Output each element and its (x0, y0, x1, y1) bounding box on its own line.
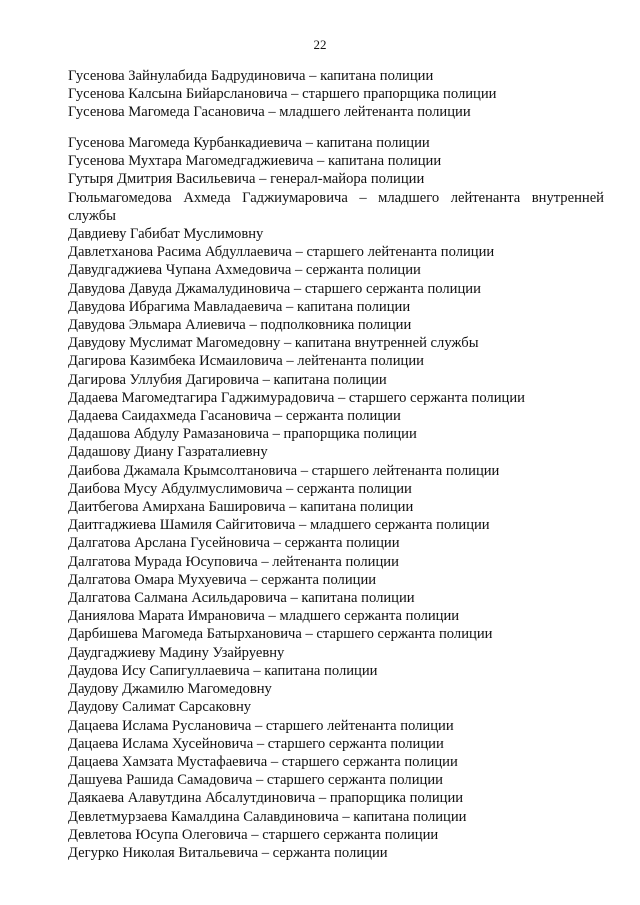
list-item: Дарбишева Магомеда Батырхановича – старшего сержанта полиции (68, 626, 493, 643)
list-item: Далгатова Омара Мухуевича – сержанта полиции (68, 571, 377, 588)
list-item: Давдиеву Габибат Муслимовну (68, 226, 264, 243)
list-item: Даудову Джамилю Магомедовну (68, 681, 272, 698)
list-item: Далгатова Арслана Гусейновича – сержанта полиции (68, 535, 400, 552)
list-item: Гусенова Калсына Бийарслановича – старшего прапорщика полиции (68, 86, 497, 103)
list-item: Гусенова Зайнулабида Бадрудиновича – капитана полиции (68, 68, 434, 84)
list-item: Дадашова Абдулу Рамазановича – прапорщика полиции (68, 426, 417, 443)
list-item: Дацаева Хамзата Мустафаевича – старшего сержанта полиции (68, 753, 458, 770)
list-item: Дегурко Николая Витальевича – сержанта полиции (68, 844, 388, 861)
list-item: Дагирова Уллубия Дагировича – капитана полиции (68, 371, 387, 388)
list-item: Давудгаджиева Чупана Ахмедовича – сержанта полиции (68, 262, 421, 279)
list-item: Даитбегова Амирхана Башировича – капитана полиции (68, 499, 414, 516)
list-item: Давудову Муслимат Магомедовну – капитана внутренней службы (68, 335, 479, 352)
list-item: Дагирова Казимбека Исмаиловича – лейтенанта полиции (68, 353, 424, 370)
list-item-continuation: службы (68, 207, 116, 224)
list-item: Дадаева Саидахмеда Гасановича – сержанта полиции (68, 408, 401, 425)
list-item: Гусенова Мухтара Магомедгаджиевича – капитана полиции (68, 153, 442, 170)
list-item: Даниялова Марата Имрановича – младшего сержанта полиции (68, 608, 460, 625)
list-item: Дацаева Ислама Хусейновича – старшего сержанта полиции (68, 735, 444, 752)
list-item: Даудова Ису Сапигуллаевича – капитана полиции (68, 662, 378, 679)
page-number: 22 (313, 37, 327, 52)
list-item: Гусенова Магомеда Курбанкадиевича – капитана полиции (68, 135, 430, 151)
list-item: Дашуева Рашида Самадовича – старшего сержанта полиции (68, 772, 443, 789)
list-item: Даудгаджиеву Мадину Узайруевну (68, 644, 285, 661)
list-item: Далгатова Салмана Асильдаровича – капитана полиции (68, 590, 415, 607)
list-item: Девлетмурзаева Камалдина Салавдиновича – капитана полиции (68, 808, 467, 825)
list-item: Дадашову Диану Газраталиевну (68, 444, 268, 461)
list-item: Даякаева Алавутдина Абсалутдиновича – прапорщика полиции (68, 790, 464, 807)
list-item: Гюльмагомедова Ахмеда Гаджиумаровича – младшего лейтенанта внутренней (68, 189, 604, 206)
list-item: Даибова Мусу Абдулмуслимовича – сержанта полиции (68, 480, 412, 497)
list-item: Даибова Джамала Крымсолтановича – старшего лейтенанта полиции (68, 462, 500, 479)
list-item: Давудова Давуда Джамалудиновича – старшего сержанта полиции (68, 280, 481, 297)
list-item: Гутыря Дмитрия Васильевича – генерал-майора полиции (68, 171, 425, 188)
list-item: Даитгаджиева Шамиля Сайгитовича – младшего сержанта полиции (68, 517, 490, 534)
list-item: Девлетова Юсупа Олеговича – старшего сержанта полиции (68, 826, 439, 843)
list-item: Даудову Салимат Сарсаковну (68, 699, 252, 716)
list-item: Давудова Эльмара Алиевича – подполковника полиции (68, 317, 412, 334)
list-item: Дадаева Магомедтагира Гаджимурадовича – старшего сержанта полиции (68, 389, 525, 406)
list-item: Дацаева Ислама Руслановича – старшего лейтенанта полиции (68, 717, 454, 734)
name-list-group-1 (68, 67, 604, 122)
list-item: Давлетханова Расима Абдуллаевича – старшего лейтенанта полиции (68, 244, 495, 261)
list-item: Далгатова Мурада Юсуповича – лейтенанта полиции (68, 553, 399, 570)
name-list-group-2 (68, 134, 604, 862)
list-item: Гусенова Магомеда Гасановича – младшего лейтенанта полиции (68, 104, 471, 121)
list-item: Давудова Ибрагима Мавладаевича – капитана полиции (68, 298, 411, 315)
